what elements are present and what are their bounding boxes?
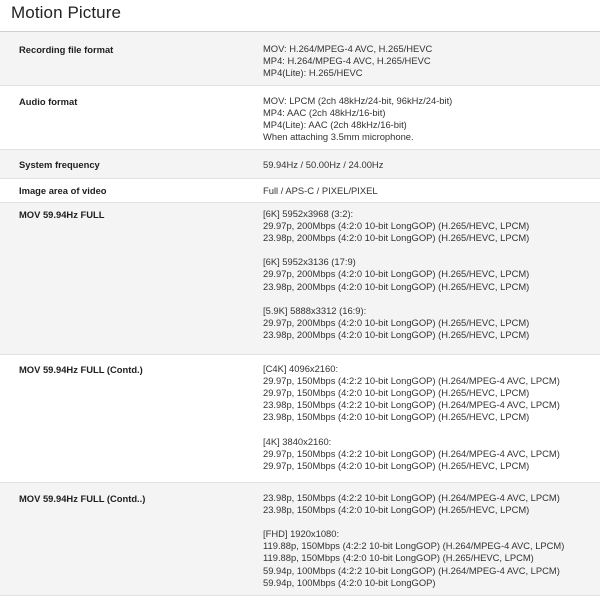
spec-label: Image area of video — [19, 185, 107, 196]
spec-value-line: When attaching 3.5mm microphone. — [263, 131, 414, 143]
spec-value-line: MP4: H.264/MPEG-4 AVC, H.265/HEVC — [263, 55, 431, 67]
spec-value-line: [4K] 3840x2160: — [263, 435, 332, 447]
spec-table — [0, 32, 600, 596]
spec-value-line: 59.94Hz / 50.00Hz / 24.00Hz — [263, 159, 384, 170]
spec-value-line: MP4(Lite): H.265/HEVC — [263, 67, 363, 79]
spec-value-line: 23.98p, 150Mbps (4:2:0 10-bit LongGOP) (H.265/HEVC, LPCM) — [263, 411, 530, 423]
spec-value-line: 29.97p, 150Mbps (4:2:2 10-bit LongGOP) (H.264/MPEG-4 AVC, LPCM) — [263, 375, 560, 387]
spec-values — [263, 95, 452, 143]
spec-value-line: MOV: H.264/MPEG-4 AVC, H.265/HEVC — [263, 43, 433, 54]
spec-value-line: [FHD] 1920x1080: — [263, 528, 340, 540]
spec-value-line: 59.94p, 100Mbps (4:2:2 10-bit LongGOP) (H.264/MPEG-4 AVC, LPCM) — [263, 564, 560, 576]
spec-row — [0, 179, 600, 203]
spec-label: System frequency — [19, 159, 100, 170]
spec-row — [0, 483, 600, 596]
block-spacer — [263, 423, 560, 435]
spec-value-line: Full / APS-C / PIXEL/PIXEL — [263, 185, 378, 196]
spec-value-line: 59.94p, 100Mbps (4:2:0 10-bit LongGOP) — [263, 576, 436, 588]
spec-value-line: 29.97p, 200Mbps (4:2:0 10-bit LongGOP) (H.265/HEVC, LPCM) — [263, 268, 530, 280]
spec-value-line: 23.98p, 200Mbps (4:2:0 10-bit LongGOP) (H.265/HEVC, LPCM) — [263, 328, 530, 340]
spec-value-line: [5.9K] 5888x3312 (16:9): — [263, 304, 367, 316]
spec-value-line: 23.98p, 150Mbps (4:2:0 10-bit LongGOP) (H.265/HEVC, LPCM) — [263, 504, 530, 516]
spec-row — [0, 203, 600, 355]
block-spacer — [263, 516, 564, 528]
spec-label: Recording file format — [19, 44, 114, 55]
spec-value-line: 23.98p, 150Mbps (4:2:2 10-bit LongGOP) (H.264/MPEG-4 AVC, LPCM) — [263, 399, 560, 411]
spec-values — [263, 208, 529, 341]
spec-value-line: 23.98p, 150Mbps (4:2:2 10-bit LongGOP) (H.264/MPEG-4 AVC, LPCM) — [263, 492, 560, 503]
spec-value-line: MOV: LPCM (2ch 48kHz/24-bit, 96kHz/24-bit) — [263, 95, 453, 106]
spec-value-line: [6K] 5952x3968 (3:2): — [263, 208, 354, 219]
spec-values — [263, 159, 383, 171]
spec-label: MOV 59.94Hz FULL (Contd..) — [19, 493, 146, 504]
spec-label: MOV 59.94Hz FULL (Contd.) — [19, 364, 143, 375]
spec-row — [0, 32, 600, 86]
block-spacer — [263, 244, 529, 256]
spec-value-line: 23.98p, 200Mbps (4:2:0 10-bit LongGOP) (H.265/HEVC, LPCM) — [263, 232, 530, 244]
spec-value-line: 29.97p, 200Mbps (4:2:0 10-bit LongGOP) (H.265/HEVC, LPCM) — [263, 220, 530, 232]
spec-value-line: [C4K] 4096x2160: — [263, 363, 339, 374]
block-spacer — [263, 293, 529, 305]
spec-value-line: 119.88p, 150Mbps (4:2:0 10-bit LongGOP) (H.265/HEVC, LPCM) — [263, 552, 534, 564]
spec-value-line: [6K] 5952x3136 (17:9) — [263, 256, 356, 268]
spec-value-line: 119.88p, 150Mbps (4:2:2 10-bit LongGOP) (H.264/MPEG-4 AVC, LPCM) — [263, 540, 565, 552]
spec-value-line: 23.98p, 200Mbps (4:2:0 10-bit LongGOP) (H.265/HEVC, LPCM) — [263, 280, 530, 292]
spec-value-line: 29.97p, 200Mbps (4:2:0 10-bit LongGOP) (H.265/HEVC, LPCM) — [263, 316, 530, 328]
spec-values — [263, 492, 564, 589]
spec-row — [0, 86, 600, 150]
spec-value-line: 29.97p, 150Mbps (4:2:2 10-bit LongGOP) (H.264/MPEG-4 AVC, LPCM) — [263, 447, 560, 459]
spec-values — [263, 363, 560, 472]
spec-label: Audio format — [19, 96, 78, 107]
spec-value-line: 29.97p, 150Mbps (4:2:0 10-bit LongGOP) (H.265/HEVC, LPCM) — [263, 387, 530, 399]
spec-row — [0, 355, 600, 483]
spec-values — [263, 185, 378, 197]
spec-label: MOV 59.94Hz FULL — [19, 209, 105, 220]
spec-value-line: MP4(Lite): AAC (2ch 48kHz/16-bit) — [263, 119, 407, 131]
spec-values — [263, 43, 432, 79]
spec-value-line: MP4: AAC (2ch 48kHz/16-bit) — [263, 107, 386, 119]
spec-value-line: 29.97p, 150Mbps (4:2:0 10-bit LongGOP) (H.265/HEVC, LPCM) — [263, 459, 530, 471]
section-title: Motion Picture — [11, 3, 122, 22]
spec-row — [0, 150, 600, 179]
